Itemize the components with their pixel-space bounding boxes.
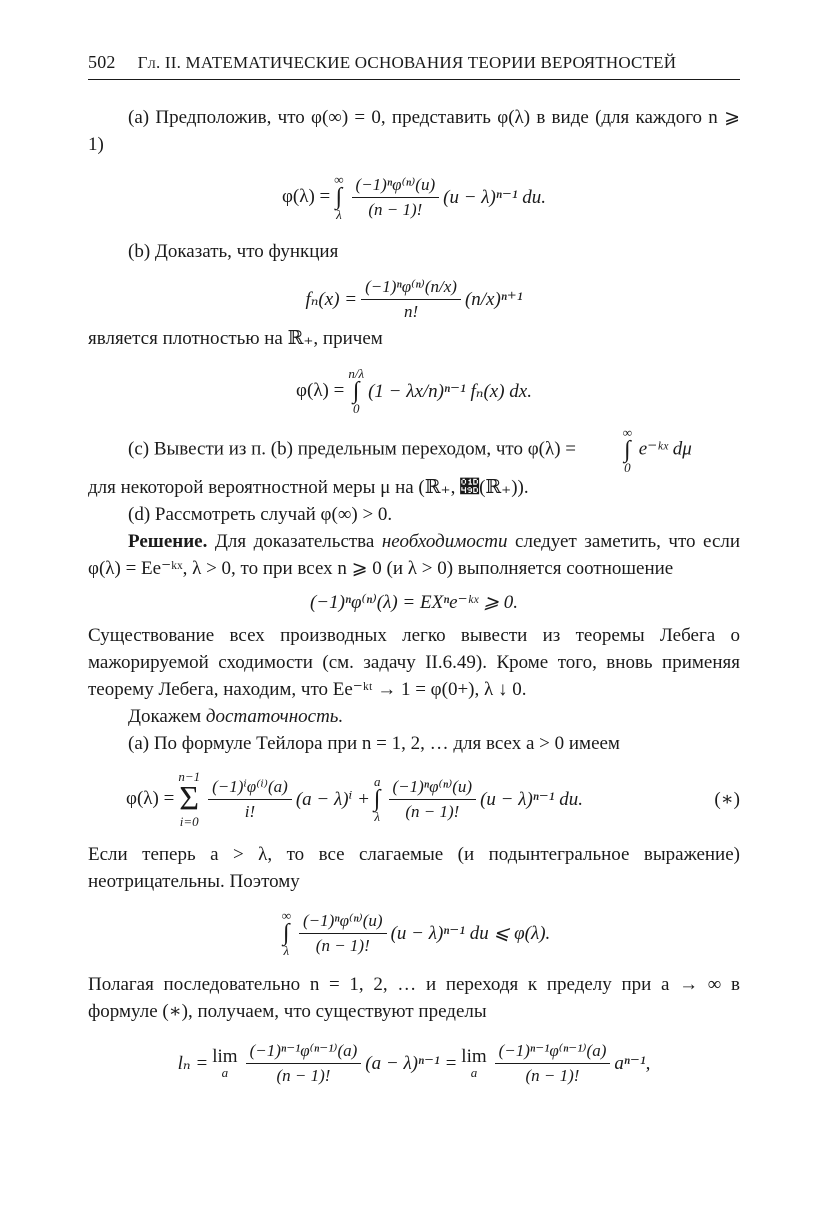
eq1-lhs: φ(λ) = xyxy=(281,186,331,207)
integral-sign: n/λ ∫ 0 xyxy=(348,366,365,416)
limit-operator xyxy=(212,1047,237,1079)
eq2-denominator: n! xyxy=(403,301,419,321)
equation-2 xyxy=(88,273,740,325)
equation-tag: (∗) xyxy=(714,788,740,810)
part-c-line2: для некоторой вероятностной меры μ на (ℝ₊, 𝒝(ℝ₊)). xyxy=(88,477,529,498)
solution-text-2: следует заметить, что если φ(λ) = Ee⁻ᵏˣ, λ > 0, то при всех n ⩾ 0 (и λ > 0) выполняется соотношение xyxy=(88,531,741,579)
para-nonneg: Если теперь a > λ, то все слагаемые (и подынтегральное выражение) неотрицательны. Поэтому xyxy=(88,844,740,892)
eq5-denominator-2: (n − 1)! xyxy=(405,801,460,821)
eq4: (−1)ⁿφ⁽ⁿ⁾(λ) = EXⁿe⁻ᵏˣ ⩾ 0. xyxy=(309,591,519,613)
eq6-tail: (u − λ)ⁿ⁻¹ du ⩽ φ(λ). xyxy=(390,922,551,944)
sum-sign: n−1 Σ i=0 xyxy=(178,769,201,829)
integral-sign: ∞ ∫ λ xyxy=(281,908,291,958)
integral-sign: ∞ ∫ λ xyxy=(334,172,344,222)
eq7-numerator-2: (−1)ⁿ⁻¹φ⁽ⁿ⁻¹⁾(a) xyxy=(495,1041,611,1064)
equation-3 xyxy=(88,358,740,424)
para-limit: Полагая последовательно n = 1, 2, … и переходя к пределу при a → ∞ в формуле (∗), получаем, что существуют пределы xyxy=(88,974,740,1022)
solution-text-1: Для доказательства xyxy=(214,531,375,552)
integral-sign: ∞ ∫ 0 xyxy=(583,426,632,474)
integral-upper-limit: n/λ xyxy=(348,366,365,381)
part-c-tail: e⁻ᵏˣ dμ xyxy=(638,438,692,460)
integral-lower-limit: λ xyxy=(283,943,290,958)
page xyxy=(88,52,740,1091)
equation-1 xyxy=(88,164,740,230)
part-b-intro: (b) Доказать, что функция xyxy=(128,241,339,262)
equation-7 xyxy=(88,1035,740,1091)
part-b-text: является плотностью на ℝ₊, причем xyxy=(88,328,383,349)
eq7-denominator-2: (n − 1)! xyxy=(525,1065,580,1085)
eq2-fraction xyxy=(361,277,461,322)
running-header xyxy=(88,52,740,80)
prove-text: Докажем xyxy=(128,706,202,727)
eq1-fraction xyxy=(352,175,440,220)
eq5-fraction-2 xyxy=(389,777,477,822)
limit-label: lim xyxy=(461,1046,487,1067)
integral-upper-limit: ∞ xyxy=(622,425,633,440)
equation-6 xyxy=(88,899,740,967)
integral-sign: a ∫ λ xyxy=(373,774,381,824)
equation-5 xyxy=(88,761,740,837)
integral-lower-limit: λ xyxy=(374,809,381,824)
eq7-denominator-1: (n − 1)! xyxy=(276,1065,331,1085)
part-c-line1: (c) Вывести из п. (b) предельным переходом, что φ(λ) = xyxy=(128,438,576,460)
eq2-tail: (n/x)ⁿ⁺¹ xyxy=(464,288,523,310)
prove-emphasis: достаточность. xyxy=(205,706,344,727)
sum-upper-limit: n−1 xyxy=(178,769,201,784)
prove-line xyxy=(88,703,740,730)
eq3-tail: (1 − λx/n)ⁿ⁻¹ fₙ(x) dx. xyxy=(368,380,532,402)
eq7-fraction-1 xyxy=(246,1041,362,1086)
eq2-lhs: fₙ(x) = xyxy=(305,288,358,310)
integral-upper-limit: ∞ xyxy=(334,172,344,187)
taylor-text: (a) По формуле Тейлора при n = 1, 2, … для всех a > 0 имеем xyxy=(128,733,620,754)
eq5-numerator-1: (−1)ⁱφ⁽ⁱ⁾(a) xyxy=(208,777,292,800)
chapter-title: Гл. II. МАТЕМАТИЧЕСКИЕ ОСНОВАНИЯ ТЕОРИИ ВЕРОЯТНОСТЕЙ xyxy=(137,53,677,72)
eq1-tail: (u − λ)ⁿ⁻¹ du. xyxy=(443,186,547,208)
part-c xyxy=(88,426,740,474)
eq7-mid: (a − λ)ⁿ⁻¹ = xyxy=(365,1052,458,1074)
eq7-numerator-1: (−1)ⁿ⁻¹φ⁽ⁿ⁻¹⁾(a) xyxy=(246,1041,362,1064)
eq5-denominator-1: i! xyxy=(244,801,256,821)
integral-lower-limit: 0 xyxy=(624,460,631,475)
sum-lower-limit: i=0 xyxy=(179,814,199,829)
limit-subscript: a xyxy=(470,1065,478,1080)
para-lebesgue: Существование всех производных легко вывести из теоремы Лебега о мажорируемой сходимости (см. задачу II.6.49). Кроме того, вновь применяя теорему Лебега, находим, что Ee⁻ᵏᵗ → 1 = φ(0+), λ ↓ 0. xyxy=(88,625,740,700)
integral-upper-limit: a xyxy=(373,774,381,789)
eq2-numerator: (−1)ⁿφ⁽ⁿ⁾(n/x) xyxy=(361,277,461,300)
part-a-intro: (a) Предположив, что φ(∞) = 0, представить φ(λ) в виде (для каждого n ⩾ 1) xyxy=(88,107,740,155)
integral-lower-limit: λ xyxy=(336,207,342,222)
limit-operator xyxy=(461,1047,486,1079)
page-number: 502 xyxy=(88,52,116,72)
eq5-numerator-2: (−1)ⁿφ⁽ⁿ⁾(u) xyxy=(389,777,477,800)
integral-upper-limit: ∞ xyxy=(281,908,291,923)
eq5-lhs: φ(λ) = xyxy=(126,788,175,809)
eq7-fraction-2 xyxy=(495,1041,611,1086)
eq5-fraction-1 xyxy=(208,777,292,822)
eq5-mid: (a − λ)ⁱ + xyxy=(295,788,370,810)
part-d: (d) Рассмотреть случай φ(∞) > 0. xyxy=(128,504,393,525)
eq5-tail: (u − λ)ⁿ⁻¹ du. xyxy=(480,788,584,810)
integral-lower-limit: 0 xyxy=(352,401,360,416)
eq1-numerator: (−1)ⁿφ⁽ⁿ⁾(u) xyxy=(352,175,440,198)
eq7-lhs: lₙ = xyxy=(177,1052,209,1074)
eq6-numerator: (−1)ⁿφ⁽ⁿ⁾(u) xyxy=(299,911,387,934)
limit-subscript: a xyxy=(221,1065,229,1080)
solution-label: Решение. xyxy=(128,531,208,552)
solution-paragraph xyxy=(88,528,740,582)
eq6-fraction xyxy=(299,911,387,956)
eq6-denominator: (n − 1)! xyxy=(315,935,370,955)
eq3-lhs: φ(λ) = xyxy=(296,380,345,401)
limit-label: lim xyxy=(212,1046,238,1067)
solution-emphasis: необходимости xyxy=(381,531,508,552)
eq1-denominator: (n − 1)! xyxy=(368,199,423,219)
eq7-tail: aⁿ⁻¹, xyxy=(614,1052,651,1074)
equation-4 xyxy=(88,582,740,622)
